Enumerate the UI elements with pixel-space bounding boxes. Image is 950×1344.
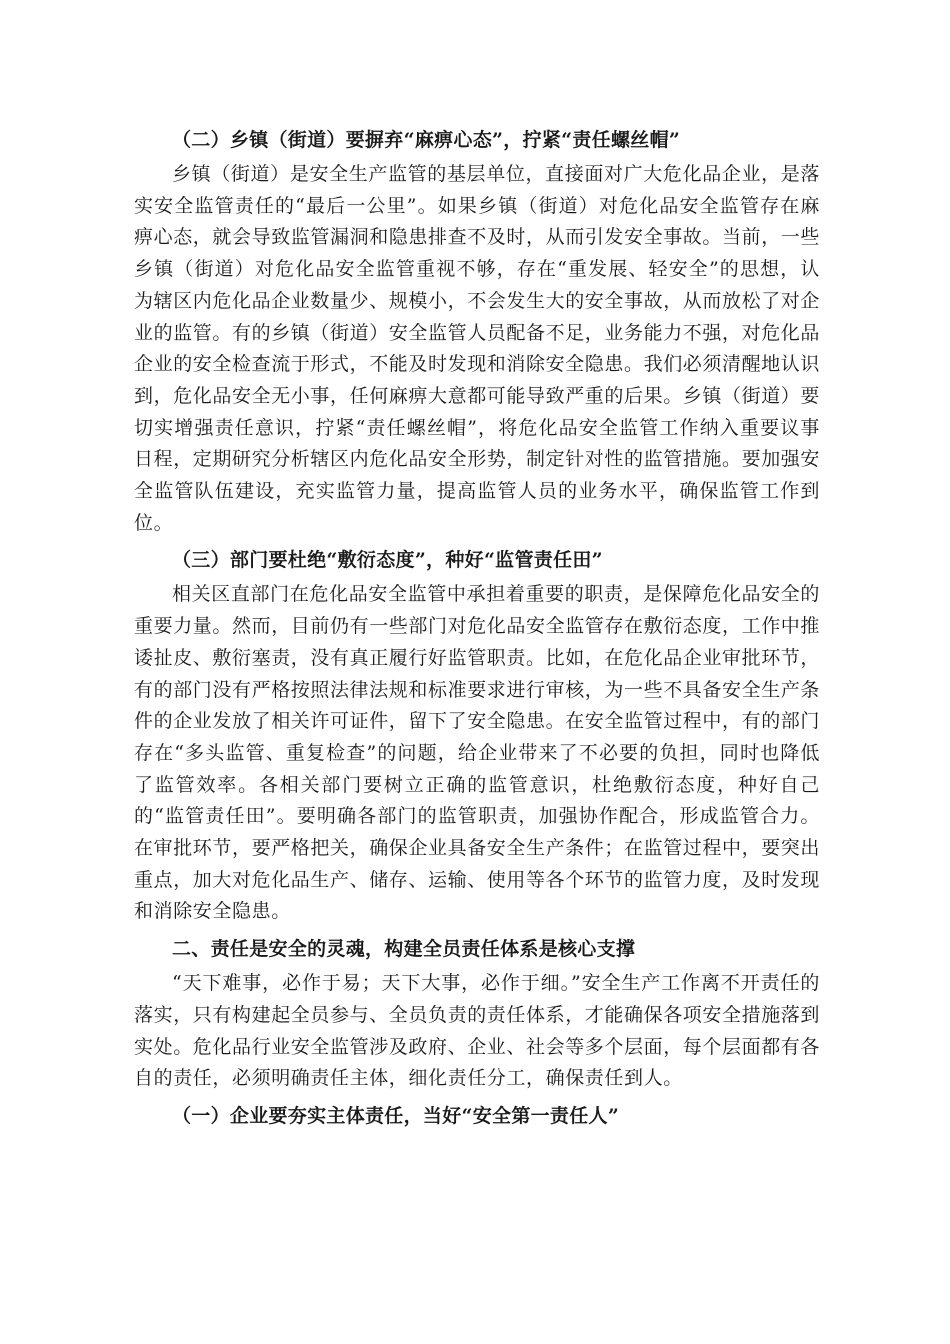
- paragraph-township: 乡镇（街道）是安全生产监管的基层单位，直接面对广大危化品企业，是落实安全监管责任的“最后一公里”。如果乡镇（街道）对危化品安全监管存在麻痹心态，就会导致监管漏洞和隐患排查不及时，从而引发安全事故。当前，一些乡镇（街道）对危化品安全监管重视不够，存在“重发展、轻安全”的思想，认为辖区内危化品企业数量少、规模小，不会发生大的安全事故，从而放松了对企业的监管。有的乡镇（街道）安全监管人员配备不足，业务能力不强，对危化品企业的安全检查流于形式，不能及时发现和消除安全隐患。我们必须清醒地认识到，危化品安全无小事，任何麻痹大意都可能导致严重的后果。乡镇（街道）要切实增强责任意识，拧紧“责任螺丝帽”，将危化品安全监管工作纳入重要议事日程，定期研究分析辖区内危化品安全形势，制定针对性的监管措施。要加强安全监管队伍建设，充实监管力量，提高监管人员的业务水平，确保监管工作到位。: [134, 163, 821, 534]
- document-page: [134, 124, 820, 1132]
- section-heading-departments: （三）部门要杜绝“敷衍态度”，种好“监管责任田”: [172, 549, 603, 572]
- section-heading-enterprise: （一）企业要夯实主体责任，当好“安全第一责任人”: [172, 1104, 620, 1127]
- paragraph-responsibility: “天下难事，必作于易；天下大事，必作于细。”安全生产工作离不开责任的落实，只有构建起全员参与、全员负责的责任体系，才能确保各项安全措施落到实处。危化品行业安全监管涉及政府、企业、社会等多个层面，每个层面都有各自的责任，必须明确责任主体，细化责任分工，确保责任到人。: [134, 972, 821, 1090]
- chapter-heading-responsibility: 二、责任是安全的灵魂，构建全员责任体系是核心支撑: [172, 938, 636, 961]
- paragraph-departments: 相关区直部门在危化品安全监管中承担着重要的职责，是保障危化品安全的重要力量。然而，目前仍有一些部门对危化品安全监管存在敷衍态度，工作中推诿扯皮、敷衍塞责，没有真正履行好监管职责。比如，在危化品企业审批环节，有的部门没有严格按照法律法规和标准要求进行审核，为一些不具备安全生产条件的企业发放了相关许可证件，留下了安全隐患。在安全监管过程中，有的部门存在“多头监管、重复检查”的问题，给企业带来了不必要的负担，同时也降低了监管效率。各相关部门要树立正确的监管意识，杜绝敷衍态度，种好自己的“监管责任田”。要明确各部门的监管职责，加强协作配合，形成监管合力。在审批环节，要严格把关，确保企业具备安全生产条件；在监管过程中，要突出重点，加大对危化品生产、储存、运输、使用等各个环节的监管力度，及时发现和消除安全隐患。: [134, 583, 821, 923]
- section-heading-township: （二）乡镇（街道）要摒弃“麻痹心态”，拧紧“责任螺丝帽”: [172, 129, 681, 151]
